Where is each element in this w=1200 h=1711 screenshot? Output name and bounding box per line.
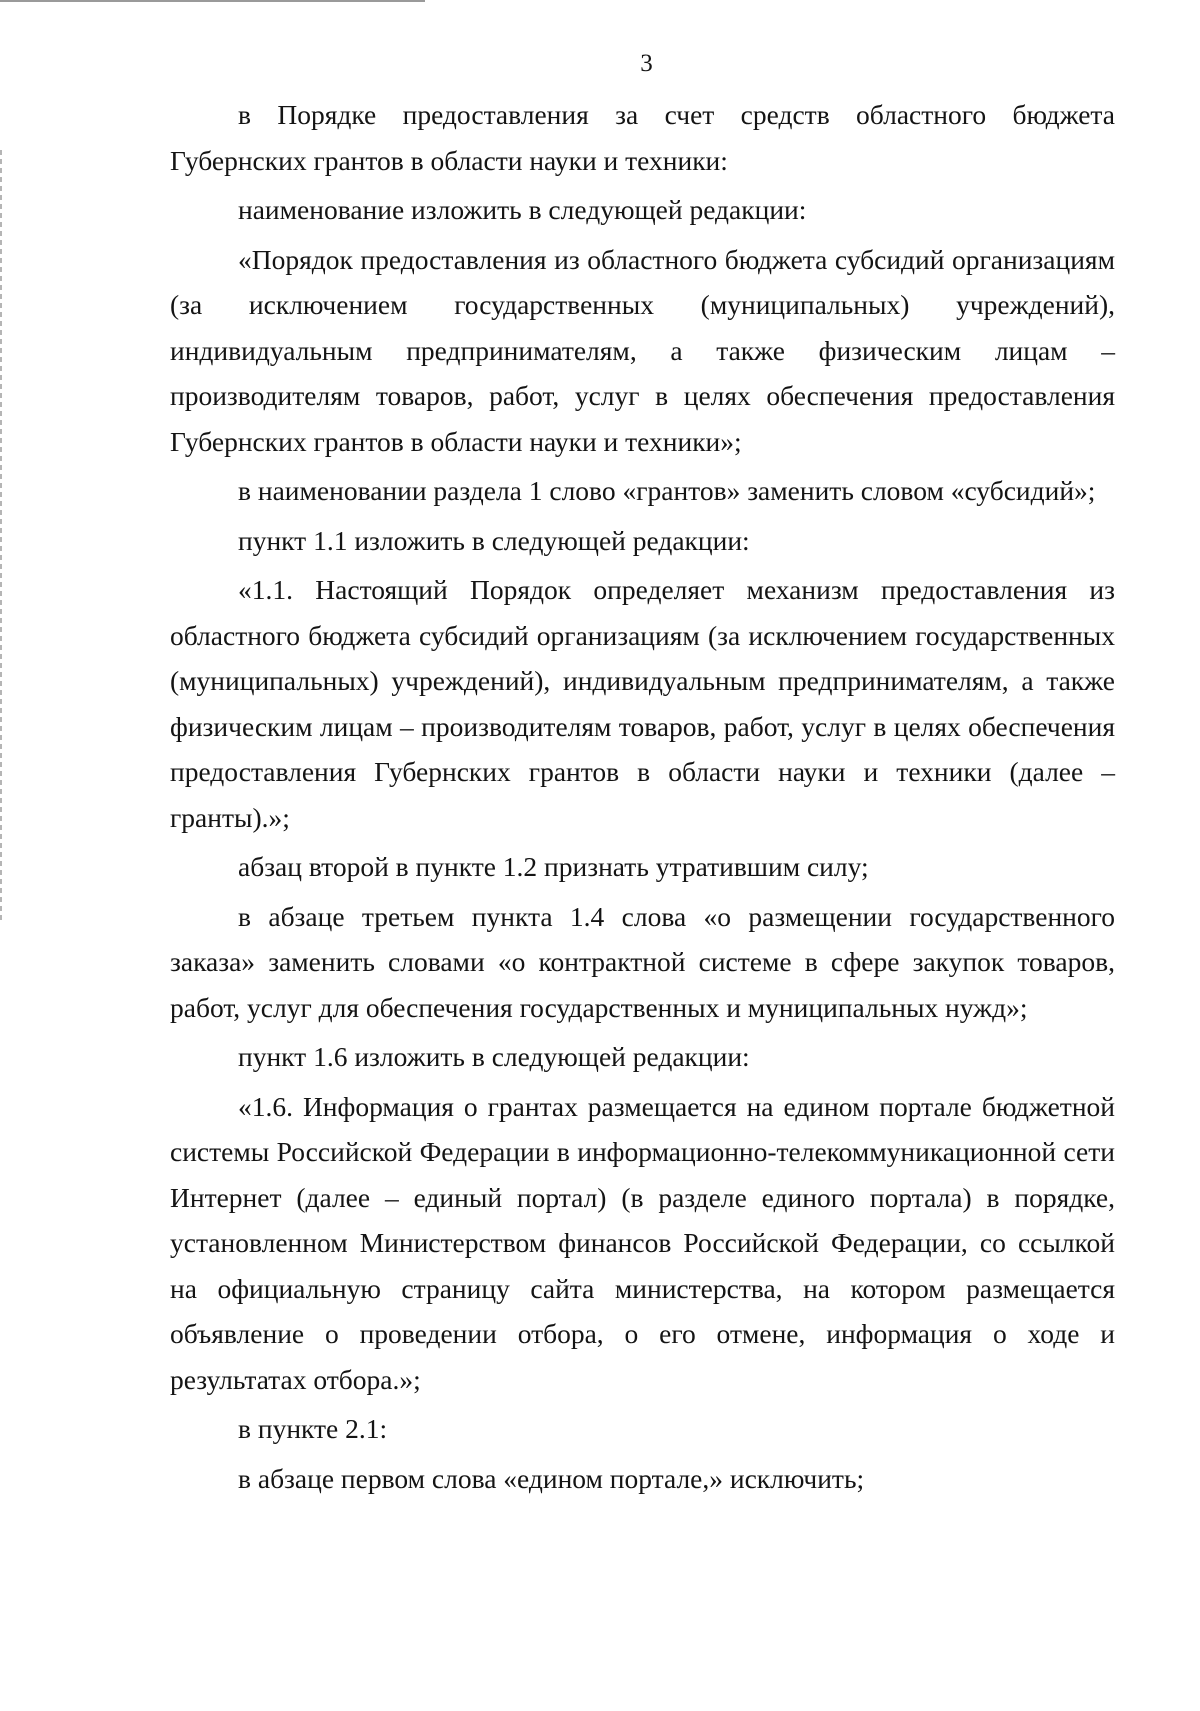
paragraph-10: «1.6. Информация о грантах размещается на едином портале бюджетной системы Российской Федерации в информационно-телекоммуникационной сети Интернет (далее – единый портал) (в разделе единого портала) в порядке, установленном Министерством финансов Российской Федерации, со ссылкой на официальную страницу сайта министерства, на котором размещается объявление о проведении отбора, о его отмене, информация о ходе и результатах отбора.»; bbox=[170, 1090, 1115, 1395]
paragraph-8: в абзаце третьем пункта 1.4 слова «о размещении государственного заказа» заменить словами «о контрактной системе в сфере закупок товаров, работ, услуг для обеспечения государственных и муниципальных нужд»; bbox=[170, 900, 1115, 1023]
paragraph-12: в абзаце первом слова «едином портале,» исключить; bbox=[238, 1462, 865, 1494]
paragraph-6: «1.1. Настоящий Порядок определяет механизм предоставления из областного бюджета субсидий организациям (за исключением государственных (муниципальных) учреждений), индивидуальным предпринимателям, а также физическим лицам – производителям товаров, работ, услуг в целях обеспечения предоставления Губернских грантов в области науки и техники (далее – гранты).»; bbox=[170, 574, 1115, 833]
left-scan-edge bbox=[0, 150, 2, 920]
paragraph-7: абзац второй в пункте 1.2 признать утратившим силу; bbox=[238, 851, 869, 882]
paragraph-3: «Порядок предоставления из областного бюджета субсидий организациям (за исключением государственных (муниципальных) учреждений), индивидуальным предпринимателям, а также физическим лицам – производителям товаров, работ, услуг в целях обеспечения предоставления Губернских грантов в области науки и техники»; bbox=[170, 243, 1115, 457]
paragraph-11: в пункте 2.1: bbox=[238, 1413, 388, 1444]
paragraph-2: наименование изложить в следующей редакции: bbox=[238, 194, 807, 225]
paragraph-9: пункт 1.6 изложить в следующей редакции: bbox=[238, 1041, 750, 1072]
paragraph-1: в Порядке предоставления за счет средств областного бюджета Губернских грантов в области науки и техники: bbox=[170, 99, 1115, 176]
paragraph-4: в наименовании раздела 1 слово «грантов» заменить словом «субсидий»; bbox=[238, 475, 1096, 506]
top-scan-rule bbox=[0, 0, 425, 2]
page-number: 3 bbox=[640, 50, 653, 77]
document-body bbox=[170, 92, 1115, 1501]
paragraph-5: пункт 1.1 изложить в следующей редакции: bbox=[238, 524, 750, 556]
